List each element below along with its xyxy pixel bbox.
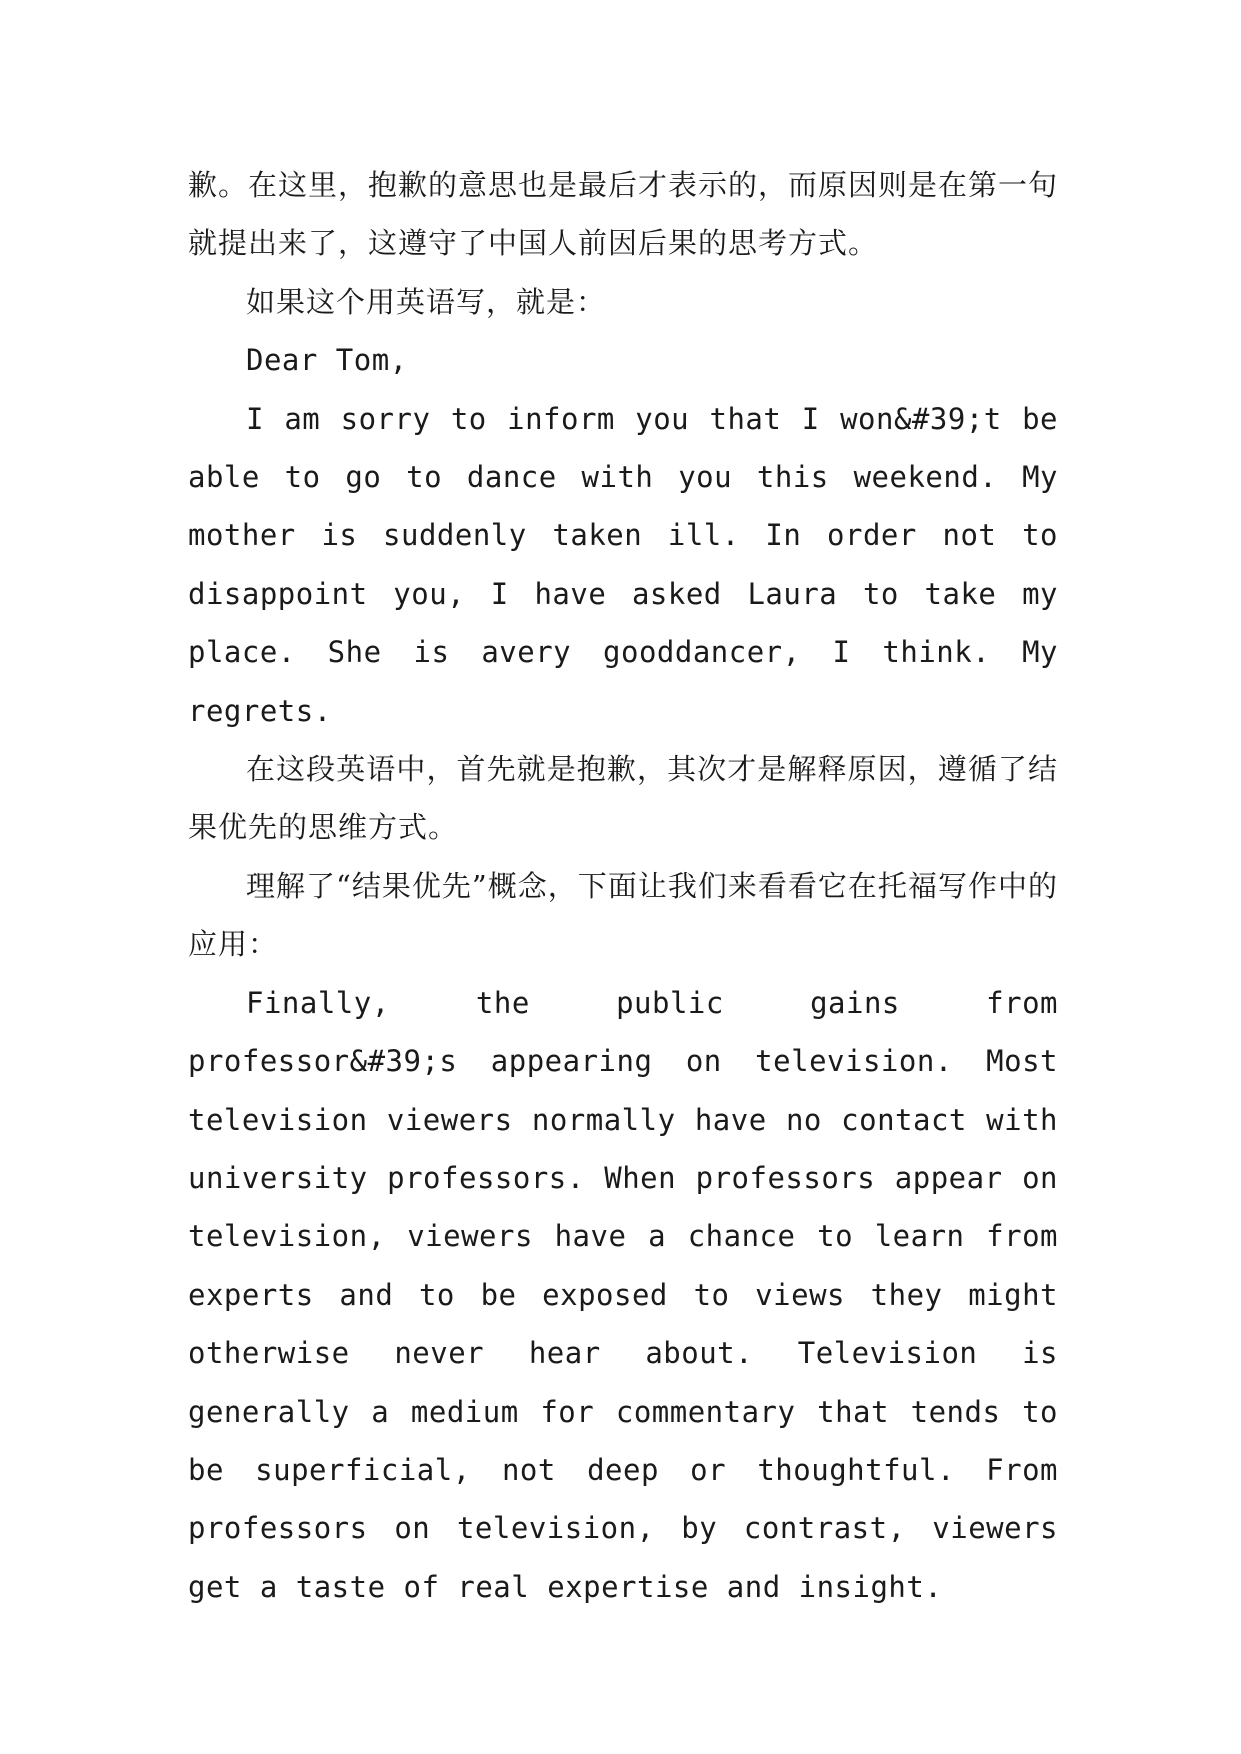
letter-body: I am sorry to inform you that I won&#39;t be able to go to dance with you this weekend. My mother is suddenly taken ill. In order not to disappoint you, I have asked Laura to take my place. She is avery gooddancer, I think. My regrets. <box>188 401 1058 728</box>
letter-salutation: Dear Tom, <box>246 343 408 378</box>
paragraph-english-intro: 如果这个用英语写，就是： <box>246 284 607 319</box>
paragraph-result-first: 在这段英语中，首先就是抱歉，其次才是解释原因，遵循了结果优先的思维方式。 <box>188 752 1058 845</box>
paragraph-toefl-example: Finally, the public gains from professor&#39;s appearing on television. Most television viewers normally have no contact with university professors. When professors appear on television, viewers have a chance to learn from experts and to be exposed to views they might otherwise never hear about. Television is generally a medium for commentary that tends to be superficial, not deep or thoughtful. From professors on television, by contrast, viewers get a taste of real expertise and insight. <box>188 985 1058 1604</box>
paragraph-toefl-intro: 理解了“结果优先”概念，下面让我们来看看它在托福写作中的应用： <box>188 868 1058 962</box>
document-body <box>188 156 1058 1616</box>
paragraph-apology-explanation: 歉。在这里，抱歉的意思也是最后才表示的，而原因则是在第一句就提出来了，这遵守了中国人前因后果的思考方式。 <box>188 168 1059 261</box>
